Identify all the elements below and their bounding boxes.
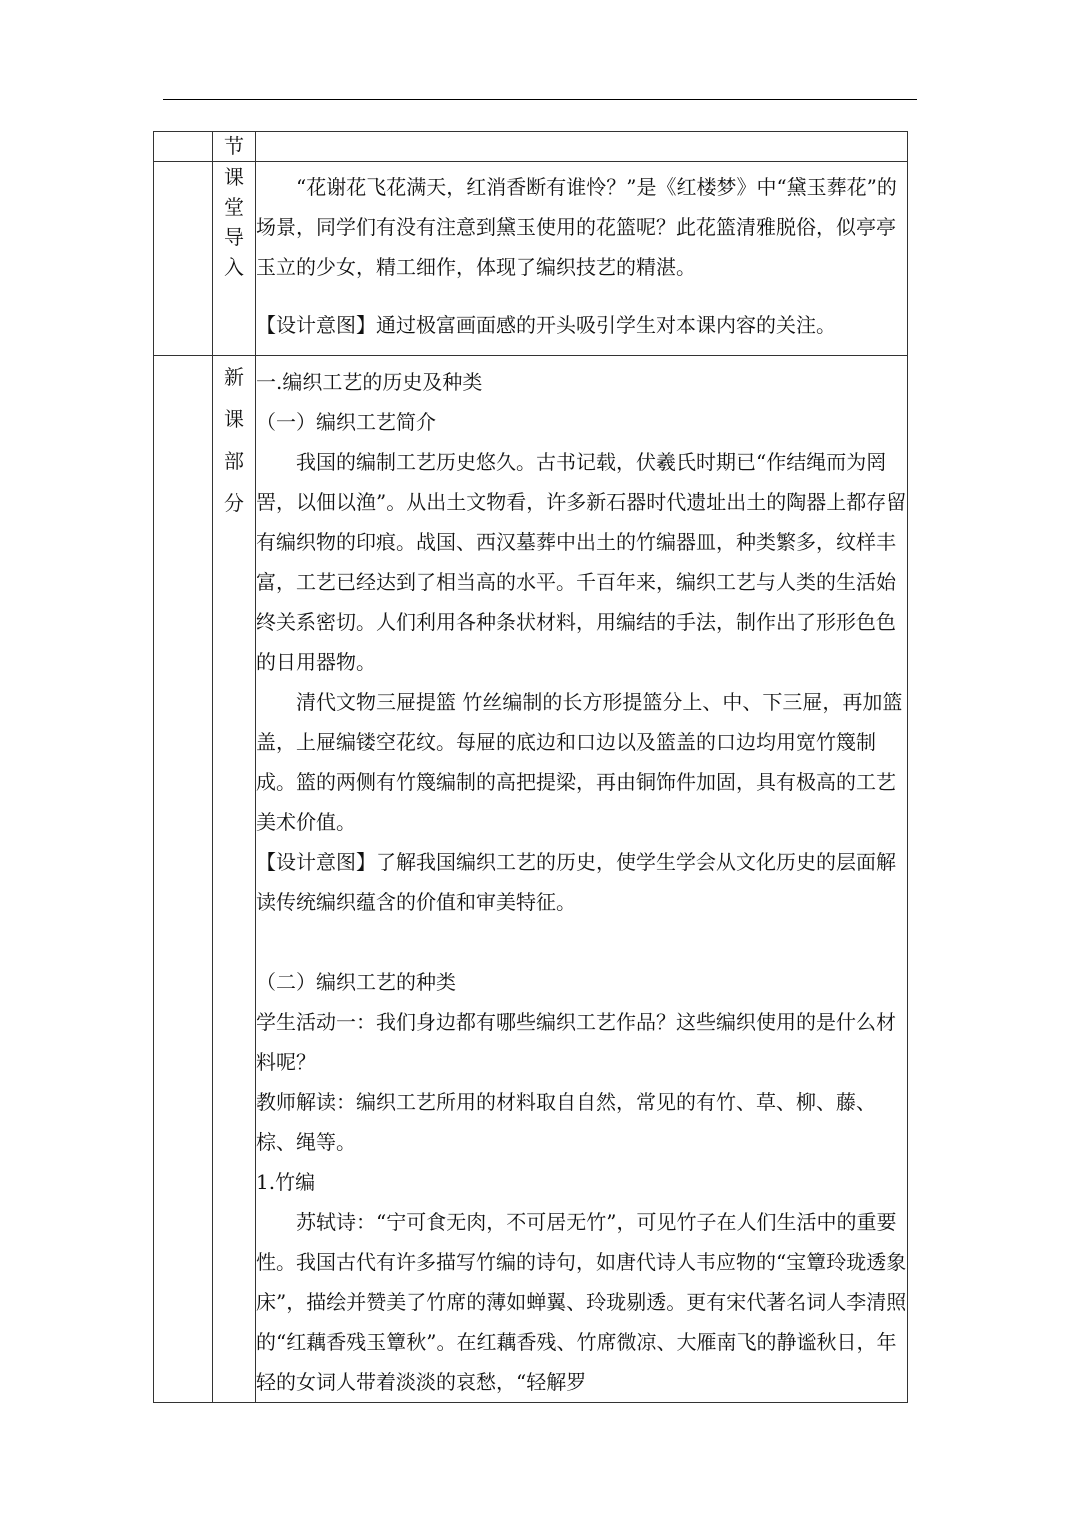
label-char: 部 (224, 449, 244, 473)
empty-cell (154, 162, 213, 356)
new-content (256, 356, 908, 1403)
empty-cell (256, 132, 908, 162)
label-char: 分 (224, 491, 244, 515)
teacher-note: 教师解读：编织工艺所用的材料取自自然，常见的有竹、草、柳、藤、棕、绳等。 (256, 1090, 876, 1154)
row-label-intro (213, 162, 256, 356)
label-char: 课 (224, 407, 244, 431)
body-paragraph: 我国的编制工艺历史悠久。古书记载，伏羲氏时期已“作结绳而为罔罟，以佃以渔”。从出土文物看，许多新石器时代遗址出土的陶器上都存留有编织物的印痕。战国、西汉墓葬中出土的竹编器皿，种类繁多，纹样丰富，工艺已经达到了相当高的水平。千百年来，编织工艺与人类的生活始终关系密切。人们利用各种条状材料，用编结的手法，制作出了形形色色的日用器物。 (256, 450, 907, 674)
table-row (154, 356, 908, 1403)
design-intent: 【设计意图】通过极富画面感的开头吸引学生对本课内容的关注。 (256, 313, 836, 337)
student-activity: 学生活动一：我们身边都有哪些编织工艺作品？这些编织使用的是什么材料呢？ (256, 1010, 896, 1074)
label-char: 节 (224, 134, 244, 158)
body-paragraph: 清代文物三屉提篮 竹丝编制的长方形提篮分上、中、下三屉，再加篮盖，上屉编镂空花纹。每屉的底边和口边以及篮盖的口边均用宽竹篾制成。篮的两侧有竹篾编制的高把提梁，再由铜饰件加固，具有极高的工艺美术价值。 (256, 690, 903, 834)
header-rule (163, 99, 917, 100)
table-row (154, 132, 908, 162)
empty-cell (154, 356, 213, 1403)
row-label-new (213, 356, 256, 1403)
item-heading: 1.竹编 (256, 1170, 316, 1194)
label-char: 入 (224, 255, 244, 279)
body-paragraph: 苏轼诗：“宁可食无肉，不可居无竹”，可见竹子在人们生活中的重要性。我国古代有许多描写竹编的诗句，如唐代诗人韦应物的“宝簟玲珑透象床”，描绘并赞美了竹席的薄如蝉翼、玲珑剔透。更有宋代著名词人李清照的“红藕香残玉簟秋”。在红藕香残、竹席微凉、大雁南飞的静谧秋日，年轻的女词人带着淡淡的哀愁，“轻解罗 (256, 1210, 907, 1394)
label-char: 导 (224, 225, 244, 249)
label-char: 课 (224, 165, 244, 189)
table-row (154, 162, 908, 356)
label-char: 堂 (224, 195, 244, 219)
intro-content (256, 162, 908, 356)
row-label (213, 132, 256, 162)
section-heading: 一.编织工艺的历史及种类 (256, 370, 483, 394)
empty-cell (154, 132, 213, 162)
subsection-heading: （一）编织工艺简介 (256, 410, 436, 434)
subsection-heading: （二）编织工艺的种类 (256, 970, 456, 994)
spacer (256, 922, 907, 962)
label-char: 新 (224, 365, 244, 389)
design-intent: 【设计意图】了解我国编织工艺的历史，使学生学会从文化历史的层面解读传统编织蕴含的价值和审美特征。 (256, 850, 896, 914)
intro-paragraph: “花谢花飞花满天，红消香断有谁怜？”是《红楼梦》中“黛玉葬花”的场景，同学们有没有注意到黛玉使用的花篮呢？此花篮清雅脱俗，似亭亭玉立的少女，精工细作，体现了编织技艺的精湛。 (256, 175, 897, 279)
lesson-plan-table (153, 131, 908, 1403)
